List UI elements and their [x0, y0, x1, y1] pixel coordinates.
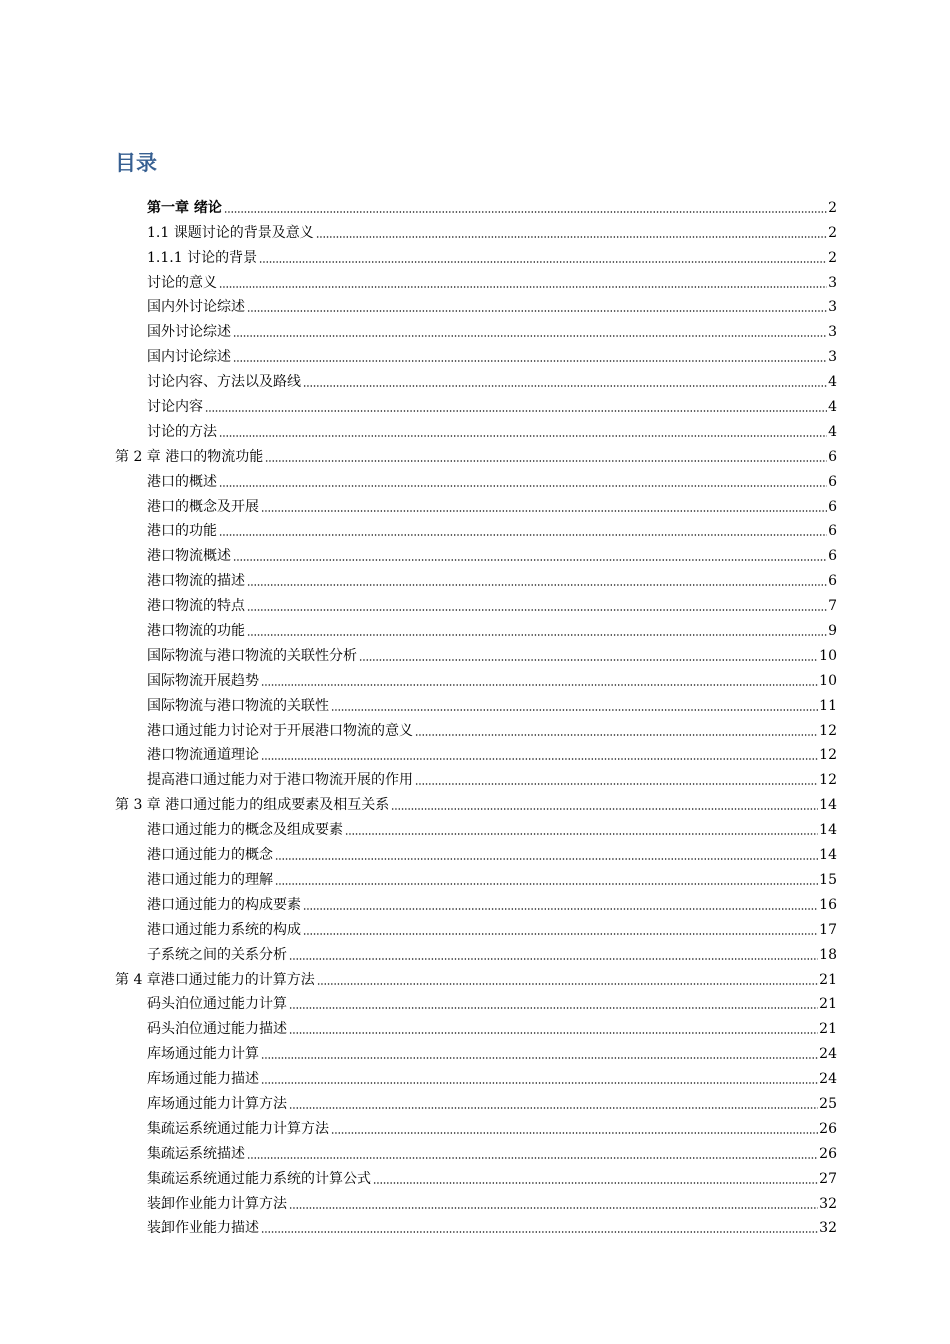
toc-entry[interactable]: [0, 217, 950, 242]
toc-entry[interactable]: [0, 690, 950, 715]
toc-entry-page-number[interactable]: 10: [819, 647, 837, 664]
toc-entry[interactable]: [0, 839, 950, 864]
toc-dot-leader: [261, 1231, 818, 1233]
toc-entry-page-number[interactable]: 26: [819, 1120, 837, 1137]
toc-dot-leader: [247, 1157, 818, 1159]
toc-dot-leader: [289, 1007, 818, 1009]
toc-entry-title[interactable]: 讨论内容: [147, 399, 203, 416]
toc-entry-title[interactable]: 国际物流与港口物流的关联性分析: [147, 647, 357, 664]
toc-entry-page-number[interactable]: 18: [819, 946, 837, 963]
toc-entry-page-number[interactable]: 6: [828, 498, 837, 515]
toc-dot-leader: [303, 908, 818, 910]
toc-entry-page-number[interactable]: 32: [819, 1220, 837, 1237]
toc-entry[interactable]: [0, 416, 950, 441]
toc-entry-title[interactable]: 第 2 章 港口的物流功能: [115, 448, 264, 465]
toc-dot-leader: [205, 410, 827, 412]
toc-dot-leader: [415, 734, 818, 736]
toc-entry-title[interactable]: 1.1.1 讨论的背景: [147, 249, 258, 266]
toc-entry[interactable]: [0, 864, 950, 889]
toc-dot-leader: [303, 933, 818, 935]
toc-entry[interactable]: [0, 491, 950, 516]
toc-entry-title[interactable]: 港口通过能力讨论对于开展港口物流的意义: [147, 722, 413, 739]
toc-entry-page-number[interactable]: 3: [828, 324, 837, 341]
toc-entry[interactable]: [0, 267, 950, 292]
toc-entry-title[interactable]: 港口通过能力的概念及组成要素: [147, 822, 343, 839]
toc-entry[interactable]: [0, 590, 950, 615]
toc-entry[interactable]: [0, 366, 950, 391]
toc-entry-page-number[interactable]: 3: [828, 274, 837, 291]
toc-entry[interactable]: [0, 764, 950, 789]
toc-entry-page-number[interactable]: 7: [828, 598, 837, 615]
toc-entry-page-number[interactable]: 12: [819, 772, 837, 789]
toc-dot-leader: [261, 1082, 818, 1084]
toc-entry[interactable]: [0, 1013, 950, 1038]
toc-entry-title[interactable]: 第一章 绪论: [147, 199, 222, 216]
toc-dot-leader: [261, 510, 827, 512]
toc-dot-leader: [259, 261, 827, 263]
toc-entry-page-number[interactable]: 6: [828, 548, 837, 565]
toc-entry-title[interactable]: 港口通过能力的概念: [147, 847, 273, 864]
toc-entry[interactable]: [0, 914, 950, 939]
toc-heading: 目录: [115, 151, 157, 175]
toc-entry-page-number[interactable]: 14: [819, 847, 837, 864]
toc-entry-page-number[interactable]: 32: [819, 1195, 837, 1212]
toc-entry[interactable]: [0, 740, 950, 765]
toc-entry[interactable]: [0, 814, 950, 839]
toc-dot-leader: [373, 1182, 818, 1184]
toc-entry-title[interactable]: 码头泊位通过能力描述: [147, 1021, 287, 1038]
toc-entry-page-number[interactable]: 26: [819, 1145, 837, 1162]
toc-entry[interactable]: [0, 939, 950, 964]
toc-entry[interactable]: [0, 1188, 950, 1213]
toc-entry-page-number[interactable]: 14: [819, 797, 837, 814]
toc-entry[interactable]: [0, 665, 950, 690]
toc-entry-page-number[interactable]: 2: [828, 199, 837, 216]
toc-entry-title[interactable]: 国内讨论综述: [147, 349, 231, 366]
toc-dot-leader: [265, 460, 827, 462]
toc-entry[interactable]: [0, 1163, 950, 1188]
toc-entry-title[interactable]: 港口的概述: [147, 473, 217, 490]
toc-entry-title[interactable]: 国际物流开展趋势: [147, 672, 259, 689]
toc-entry[interactable]: [0, 964, 950, 989]
toc-entry-title[interactable]: 1.1 课题讨论的背景及意义: [147, 224, 314, 241]
toc-dot-leader: [289, 1032, 818, 1034]
toc-entry-page-number[interactable]: 4: [828, 423, 837, 440]
toc-dot-leader: [233, 559, 827, 561]
toc-entry-title[interactable]: 装卸作业能力计算方法: [147, 1195, 287, 1212]
toc-entry[interactable]: [0, 292, 950, 317]
toc-entry-title[interactable]: 港口通过能力的理解: [147, 871, 273, 888]
toc-entry-title[interactable]: 提高港口通过能力对于港口物流开展的作用: [147, 772, 413, 789]
toc-entry-title[interactable]: 装卸作业能力描述: [147, 1220, 259, 1237]
toc-entry-title[interactable]: 港口通过能力系统的构成: [147, 921, 301, 938]
toc-entry-title[interactable]: 港口物流的特点: [147, 598, 245, 615]
toc-entry-title[interactable]: 讨论的方法: [147, 423, 217, 440]
toc-dot-leader: [219, 534, 827, 536]
toc-entry-page-number[interactable]: 12: [819, 722, 837, 739]
toc-entry[interactable]: [0, 391, 950, 416]
toc-dot-leader: [247, 310, 827, 312]
toc-entry-page-number[interactable]: 21: [819, 996, 837, 1013]
toc-entry-page-number[interactable]: 4: [828, 374, 837, 391]
toc-dot-leader: [247, 584, 827, 586]
toc-entry-page-number[interactable]: 14: [819, 822, 837, 839]
toc-dot-leader: [391, 808, 818, 810]
toc-dot-leader: [331, 709, 818, 711]
toc-entry-title[interactable]: 集疏运系统通过能力系统的计算公式: [147, 1170, 371, 1187]
toc-entry-title[interactable]: 讨论内容、方法以及路线: [147, 374, 301, 391]
toc-dot-leader: [359, 659, 818, 661]
toc-dot-leader: [289, 958, 818, 960]
toc-entry-page-number[interactable]: 9: [828, 623, 837, 640]
toc-entry[interactable]: [0, 540, 950, 565]
toc-entry-title[interactable]: 国际物流与港口物流的关联性: [147, 697, 329, 714]
toc-entry[interactable]: [0, 242, 950, 267]
toc-entry-title[interactable]: 库场通过能力描述: [147, 1071, 259, 1088]
toc-entry[interactable]: [0, 640, 950, 665]
toc-entry-page-number[interactable]: 10: [819, 672, 837, 689]
toc-entry[interactable]: [0, 316, 950, 341]
toc-entry-title[interactable]: 港口物流的描述: [147, 573, 245, 590]
toc-entry-page-number[interactable]: 16: [819, 896, 837, 913]
toc-dot-leader: [331, 1132, 818, 1134]
toc-entry-title[interactable]: 港口通过能力的构成要素: [147, 896, 301, 913]
toc-list: [0, 192, 950, 1237]
toc-entry[interactable]: [0, 1138, 950, 1163]
toc-entry-page-number[interactable]: 12: [819, 747, 837, 764]
toc-dot-leader: [275, 883, 818, 885]
toc-entry-page-number[interactable]: 6: [828, 523, 837, 540]
toc-entry-title[interactable]: 港口物流概述: [147, 548, 231, 565]
toc-dot-leader: [233, 335, 827, 337]
toc-entry-page-number[interactable]: 25: [819, 1095, 837, 1112]
toc-entry-title[interactable]: 港口的功能: [147, 523, 217, 540]
toc-entry-page-number[interactable]: 6: [828, 473, 837, 490]
toc-dot-leader: [247, 634, 827, 636]
toc-entry-page-number[interactable]: 6: [828, 448, 837, 465]
toc-entry-page-number[interactable]: 11: [819, 697, 837, 714]
toc-entry-page-number[interactable]: 4: [828, 399, 837, 416]
toc-entry-title[interactable]: 第 4 章港口通过能力的计算方法: [115, 971, 315, 988]
toc-entry[interactable]: [0, 789, 950, 814]
toc-entry-page-number[interactable]: 24: [819, 1046, 837, 1063]
toc-entry-title[interactable]: 港口的概念及开展: [147, 498, 259, 515]
toc-dot-leader: [415, 783, 818, 785]
toc-entry-title[interactable]: 讨论的意义: [147, 274, 217, 291]
toc-dot-leader: [219, 485, 827, 487]
toc-entry-page-number[interactable]: 6: [828, 573, 837, 590]
toc-entry-title[interactable]: 子系统之间的关系分析: [147, 946, 287, 963]
toc-dot-leader: [316, 236, 827, 238]
toc-dot-leader: [275, 858, 818, 860]
toc-entry-page-number[interactable]: 15: [819, 871, 837, 888]
toc-dot-leader: [289, 1207, 818, 1209]
toc-entry[interactable]: [0, 1113, 950, 1138]
toc-entry-title[interactable]: 第 3 章 港口通过能力的组成要素及相互关系: [115, 797, 390, 814]
toc-dot-leader: [224, 211, 827, 213]
toc-dot-leader: [261, 1057, 818, 1059]
toc-entry[interactable]: [0, 889, 950, 914]
toc-entry-page-number[interactable]: 24: [819, 1071, 837, 1088]
toc-entry-page-number[interactable]: 2: [828, 249, 837, 266]
toc-entry[interactable]: [0, 1088, 950, 1113]
toc-entry-title[interactable]: 库场通过能力计算: [147, 1046, 259, 1063]
toc-dot-leader: [261, 758, 818, 760]
toc-entry-title[interactable]: 码头泊位通过能力计算: [147, 996, 287, 1013]
toc-entry[interactable]: [0, 989, 950, 1014]
toc-dot-leader: [289, 1107, 818, 1109]
toc-entry[interactable]: [0, 615, 950, 640]
toc-entry[interactable]: [0, 565, 950, 590]
toc-dot-leader: [219, 435, 827, 437]
toc-entry-title[interactable]: 库场通过能力计算方法: [147, 1095, 287, 1112]
toc-entry[interactable]: [0, 441, 950, 466]
toc-entry-page-number[interactable]: 17: [819, 921, 837, 938]
toc-entry-page-number[interactable]: 21: [819, 1021, 837, 1038]
toc-dot-leader: [247, 609, 827, 611]
toc-entry-page-number[interactable]: 3: [828, 299, 837, 316]
toc-entry-title[interactable]: 港口物流通道理论: [147, 747, 259, 764]
toc-entry-title[interactable]: 国外讨论综述: [147, 324, 231, 341]
toc-entry[interactable]: [0, 192, 950, 217]
toc-entry-page-number[interactable]: 27: [819, 1170, 837, 1187]
toc-dot-leader: [317, 983, 818, 985]
toc-entry-page-number[interactable]: 21: [819, 971, 837, 988]
toc-entry-title[interactable]: 集疏运系统通过能力计算方法: [147, 1120, 329, 1137]
toc-dot-leader: [219, 286, 827, 288]
toc-dot-leader: [261, 684, 818, 686]
toc-entry-page-number[interactable]: 3: [828, 349, 837, 366]
toc-entry-page-number[interactable]: 2: [828, 224, 837, 241]
toc-entry[interactable]: [0, 715, 950, 740]
toc-entry-title[interactable]: 国内外讨论综述: [147, 299, 245, 316]
toc-entry[interactable]: [0, 1063, 950, 1088]
toc-dot-leader: [233, 360, 827, 362]
toc-entry[interactable]: [0, 516, 950, 541]
toc-entry-title[interactable]: 集疏运系统描述: [147, 1145, 245, 1162]
toc-entry-title[interactable]: 港口物流的功能: [147, 623, 245, 640]
toc-entry[interactable]: [0, 1038, 950, 1063]
toc-entry[interactable]: [0, 341, 950, 366]
toc-entry[interactable]: [0, 466, 950, 491]
toc-entry[interactable]: [0, 1213, 950, 1238]
toc-dot-leader: [345, 833, 818, 835]
toc-dot-leader: [303, 385, 827, 387]
